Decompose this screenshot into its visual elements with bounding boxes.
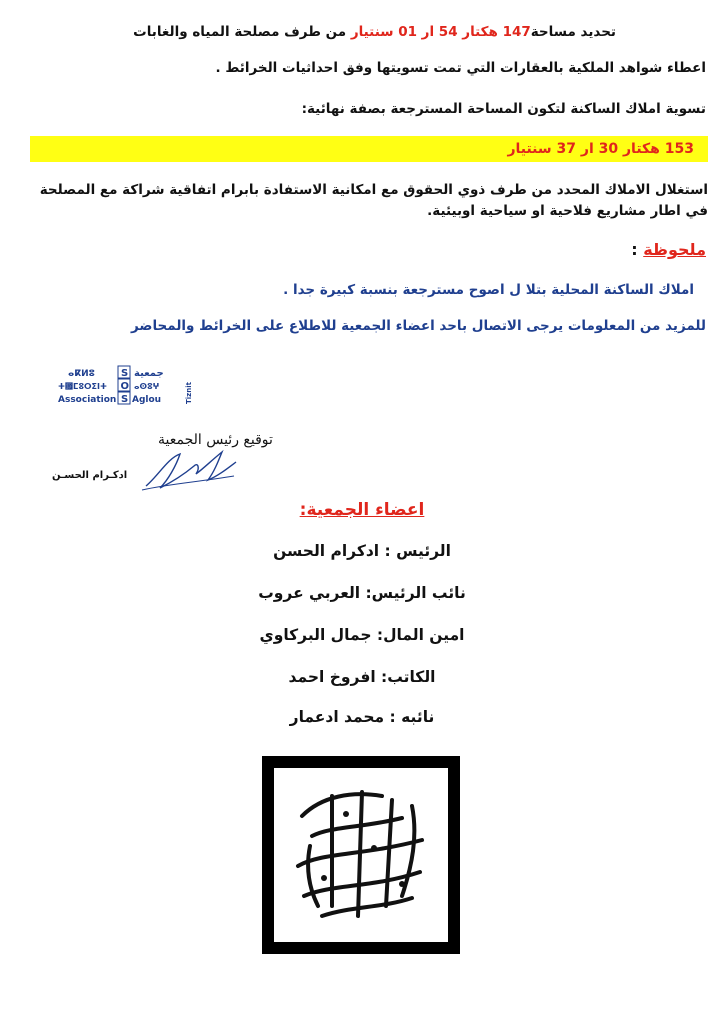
signature-name: ادكـرام الحسـن [52,470,128,481]
member-treasurer: امين المال: جمال البركاوي [259,626,465,644]
note-text: املاك الساكنة المحلية بتلا ل اصوح مسترجعة بنسبة كبيرة جدا . [283,282,694,298]
logo-tifinagh-top: ⴰⴽⵍⵓ [68,369,95,379]
logo-arabic: جمعية [134,368,164,379]
contact-line: للمزيد من المعلومات يرجى الاتصال باحد اعضاء الجمعية للاطلاع على الخرائط والمحاضر [131,318,706,334]
logo-o: O [120,381,130,392]
member-president: الرئيس : ادكرام الحسن [273,542,451,560]
line1-suffix: من طرف مصلحة المياه والغابات [133,24,351,40]
association-logo [58,364,198,406]
logo-latin-left: Association [58,395,117,405]
intro-line-area [18,24,616,40]
note-colon: : [631,240,644,259]
member-deputy: نائبه : محمد ادعمار [289,708,435,726]
settlement-line: تسوية املاك الساكنة لتكون المساحة المسترجعة بصفة نهائية: [301,101,706,117]
signature-title: توقيع رئيس الجمعية [158,432,273,448]
note-label: ملحوظة [643,240,706,259]
logo-s2: S [121,394,129,405]
note-heading [18,240,706,259]
calligraphy-frame [262,756,460,954]
logo-tifinagh-bottom: ⵜ⴯ⵎⵓⵔⵉⵏⵜ [58,382,107,391]
logo-vertical-text: Tiznit [185,382,193,404]
ownership-certificates-line: اعطاء شواهد الملكية بالعقارات التي تمت تسويتها وفق احداثيات الخرائط . [215,60,706,76]
logo-tifinagh-small: ⴰⵙⵓⵖ [134,382,160,391]
exploitation-paragraph: استغلال الاملاك المحدد من طرف ذوي الحقوق مع امكانية الاستفادة بابرام اتفاقية شراكة مع المصلحة في اطار مشاريع فلاحية او سياحية اوبيئية. [39,182,708,219]
members-title: اعضاء الجمعية [306,500,425,520]
line1-prefix: تحديد مساحة [530,24,616,40]
member-vice-president: نائب الرئيس: العربي عروب [258,584,466,602]
member-secretary: الكاتب: افروخ احمد [288,668,436,686]
signature-scribble [138,446,238,494]
logo-s1: S [121,368,129,379]
line1-area: 147 هكتار 54 ار 01 سنتيار [350,24,531,40]
logo-latin-right: Aglou [132,395,162,405]
members-heading [0,500,724,520]
highlighted-area: 153 هكتار 30 ار 37 سنتيار [507,141,694,157]
members-colon: : [299,500,307,520]
highlighted-area-box [30,136,708,162]
